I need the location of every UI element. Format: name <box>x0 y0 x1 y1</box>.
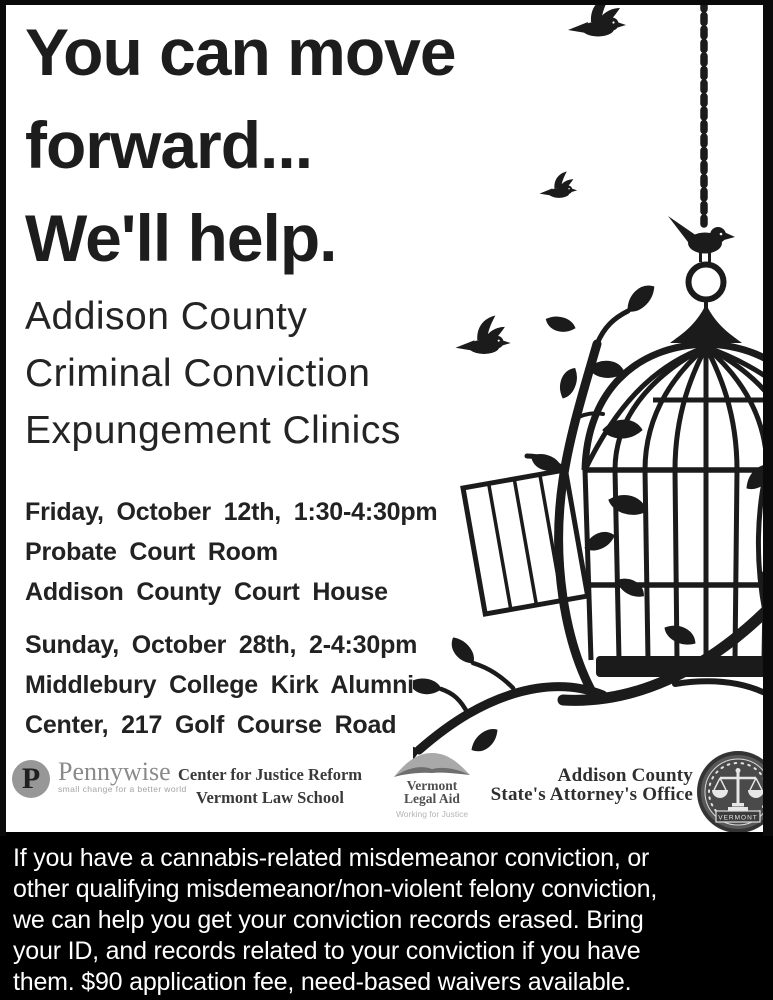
birdcage-illustration <box>413 0 773 840</box>
event-block-2 <box>25 625 417 745</box>
footer-band <box>0 832 773 1000</box>
pennywise-logo <box>12 758 187 798</box>
event-block-1 <box>25 492 437 612</box>
headline-line: You can move <box>25 15 456 89</box>
footer-line: your ID, and records related to your conviction if you have <box>13 937 641 965</box>
poster-border-right <box>763 0 773 836</box>
states-attorney-label <box>455 766 693 804</box>
event-location: Center, 217 Golf Course Road <box>25 711 397 739</box>
sao-line: Addison County <box>557 765 693 786</box>
pennywise-tagline: small change for a better world <box>58 784 187 794</box>
hanging-ring <box>689 265 724 300</box>
event-location: Probate Court Room <box>25 538 278 566</box>
vla-name: Vermont <box>406 778 458 793</box>
vla-name: Legal Aid <box>404 791 460 806</box>
open-cage-door <box>463 470 588 614</box>
footer-line: them. $90 application fee, need-based waivers available. <box>13 968 632 996</box>
event-location: Middlebury College Kirk Alumni <box>25 671 414 699</box>
seal-banner-label: VERMONT <box>718 814 758 822</box>
footer-line: we can help you get your conviction records erased. Bring <box>13 906 644 934</box>
event-datetime: Sunday, October 28th, 2-4:30pm <box>25 631 418 659</box>
states-attorney-seal <box>697 751 773 833</box>
headline-line: forward... <box>25 108 313 182</box>
cjr-line: Vermont Law School <box>196 788 344 807</box>
flying-bird-icon <box>540 172 578 198</box>
poster-border-left <box>0 0 6 836</box>
cjr-line: Center for Justice Reform <box>177 765 363 784</box>
footer-line: If you have a cannabis-related misdemeanor conviction, or <box>13 844 650 872</box>
pennywise-monogram-icon: P <box>12 760 50 798</box>
subtitle-line: Expungement Clinics <box>25 409 401 452</box>
center-for-justice-reform-logo <box>170 763 370 809</box>
subtitle-line: Criminal Conviction <box>25 352 371 395</box>
vla-tagline: Working for Justice <box>395 809 469 819</box>
flying-bird-icon <box>568 0 626 37</box>
flying-bird-icon <box>456 316 511 354</box>
event-datetime: Friday, October 12th, 1:30-4:30pm <box>25 498 438 526</box>
birdcage-icon <box>585 298 773 677</box>
poster-border-top <box>0 0 773 5</box>
headline <box>25 6 456 285</box>
event-location: Addison County Court House <box>25 578 388 606</box>
sao-line: State's Attorney's Office <box>490 784 693 805</box>
footer-line: other qualifying misdemeanor/non-violent felony conviction, <box>13 875 658 903</box>
headline-line: We'll help. <box>25 201 337 275</box>
poster-subtitle <box>25 288 401 459</box>
pennywise-name: Pennywise <box>58 757 171 786</box>
subtitle-line: Addison County <box>25 295 308 338</box>
